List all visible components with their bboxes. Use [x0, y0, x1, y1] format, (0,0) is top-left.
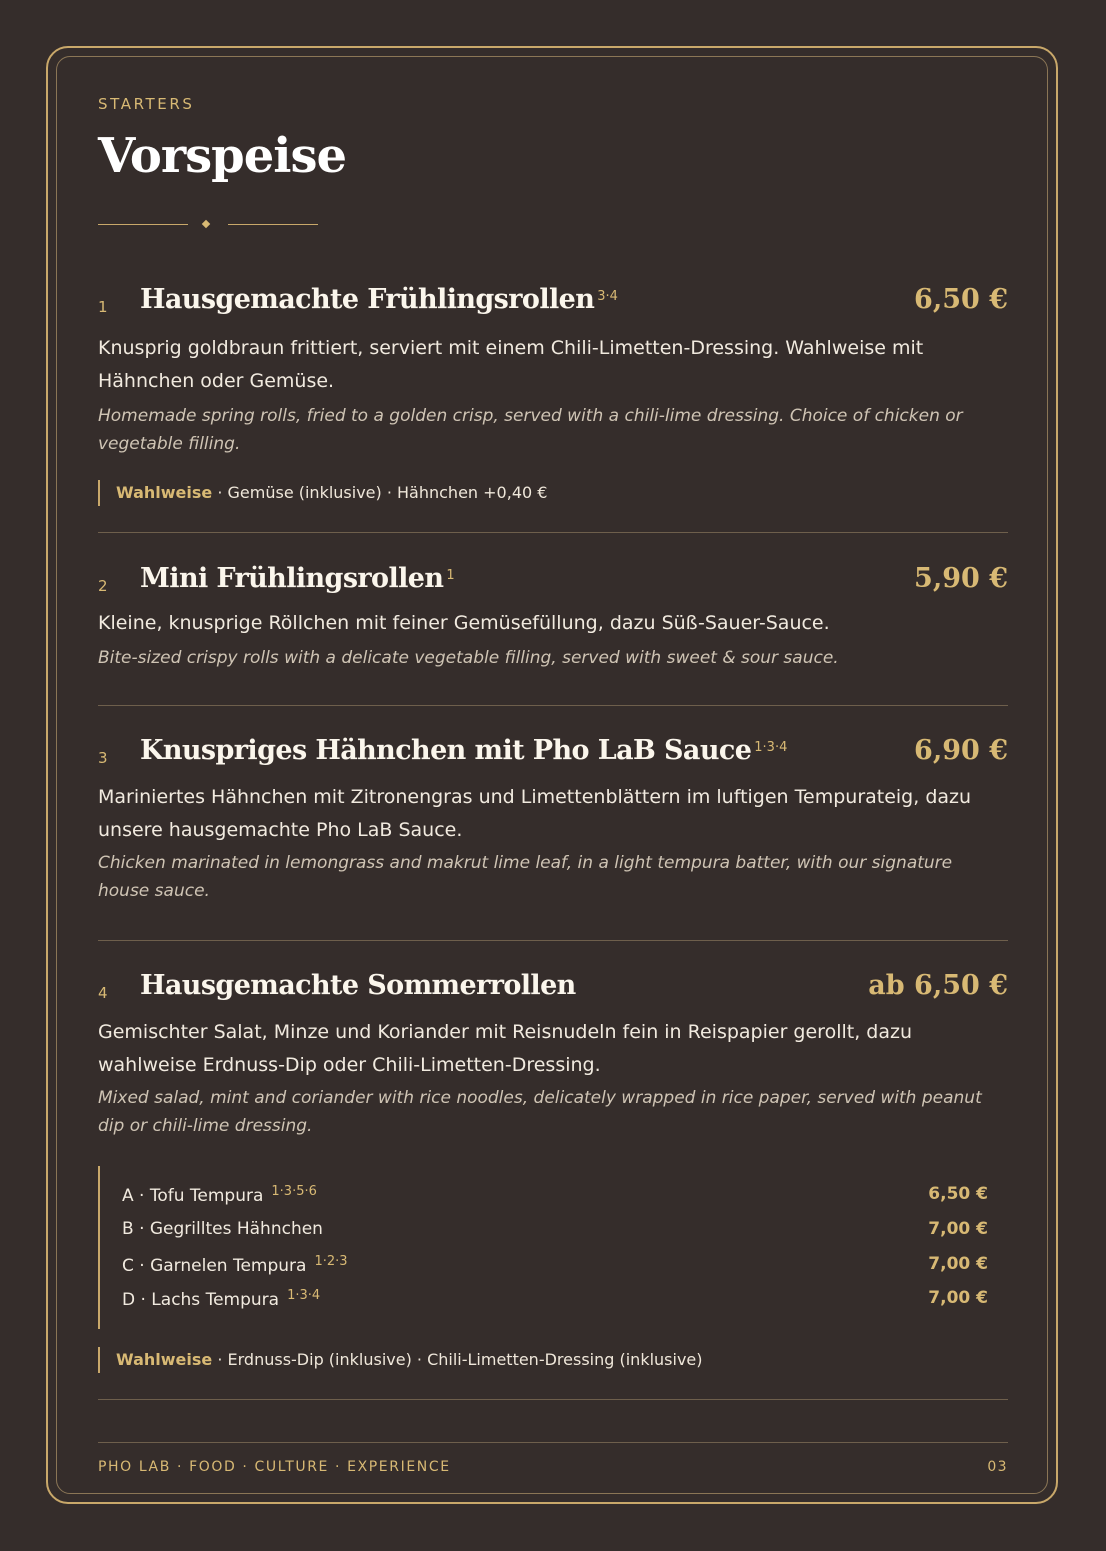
item-number: 3 — [98, 749, 108, 767]
item-description-de: Gemischter Salat, Minze und Koriander mit Reisnudeln fein in Reispapier gerollt, dazu wahlweise Erdnuss-Dip oder Chili-Limetten-Dressing. — [98, 1021, 913, 1076]
variant-name: C · Garnelen Tempura — [122, 1256, 307, 1276]
variant-price: 6,50 € — [928, 1184, 988, 1204]
item-price: ab 6,50 € — [868, 970, 1008, 1001]
item-divider — [98, 532, 1008, 533]
variant-row — [122, 1284, 988, 1314]
item-number: 2 — [98, 577, 108, 595]
menu-item — [98, 970, 1008, 1140]
variant-price: 7,00 € — [928, 1254, 988, 1274]
item-name: Hausgemachte Frühlingsrollen $^{3\cdot 4}$ — [140, 284, 618, 315]
allergen-codes: 3·4 — [597, 289, 618, 304]
variant-row — [122, 1180, 988, 1210]
menu-item — [98, 284, 1008, 458]
item-name: Knuspriges Hähnchen mit Pho LaB Sauce $^{1\cdot 3\cdot 4}$ — [140, 735, 788, 766]
menu-item — [98, 563, 1008, 672]
item-description-en: Mixed salad, mint and coriander with rice noodles, delicately wrapped in rice paper, served with peanut dip or chili-lime dressing. — [98, 1088, 982, 1136]
menu-item — [98, 735, 1008, 905]
option-label: Wahlweise — [116, 1350, 213, 1369]
item-price: 6,90 € — [914, 735, 1008, 766]
item-description-de: Mariniertes Hähnchen mit Zitronengras und Limettenblättern im luftigen Tempurateig, dazu unsere hausgemachte Pho LaB Sauce. — [98, 786, 972, 841]
allergen-codes: 1·2·3 — [314, 1254, 348, 1269]
option-text: · Gemüse (inklusive) · Hähnchen +0,40 € — [212, 483, 548, 502]
option-label: Wahlweise — [116, 483, 213, 502]
item-description-en: Homemade spring rolls, fried to a golden crisp, served with a chili-lime dressing. Choice of chicken or vegetable filling. — [98, 406, 963, 454]
item-divider — [98, 940, 1008, 941]
variant-row — [122, 1250, 988, 1280]
variant-row — [122, 1215, 988, 1245]
option-text: · Erdnuss-Dip (inklusive) · Chili-Limetten-Dressing (inklusive) — [212, 1350, 703, 1369]
allergen-codes: 1 — [446, 568, 455, 583]
footer-divider — [98, 1442, 1008, 1443]
item-price: 6,50 € — [914, 284, 1008, 315]
item-divider — [98, 705, 1008, 706]
item-name: Mini Frühlingsrollen $^1$ — [140, 563, 455, 594]
item-number: 1 — [98, 298, 108, 316]
allergen-codes: 1·3·5·6 — [271, 1184, 317, 1199]
title-ornament — [98, 218, 318, 232]
page-number: 03 — [987, 1459, 1008, 1475]
item-description-de: Kleine, knusprige Röllchen mit feiner Gemüsefüllung, dazu Süß-Sauer-Sauce. — [98, 612, 830, 634]
footer-tagline: PHO LAB · FOOD · CULTURE · EXPERIENCE — [98, 1459, 451, 1475]
item-description-de: Knusprig goldbraun frittiert, serviert mit einem Chili-Limetten-Dressing. Wahlweise mit Hähnchen oder Gemüse. — [98, 337, 924, 392]
item-name: Hausgemachte Sommerrollen — [140, 970, 576, 1001]
item-divider — [98, 1399, 1008, 1400]
item-price: 5,90 € — [914, 563, 1008, 594]
item-description-en: Chicken marinated in lemongrass and makrut lime leaf, in a light tempura batter, with our signature house sauce. — [98, 853, 953, 901]
allergen-codes: 1·3·4 — [287, 1288, 321, 1303]
section-title: Vorspeise — [98, 128, 347, 184]
variant-name: D · Lachs Tempura — [122, 1290, 280, 1310]
item-option — [98, 480, 547, 506]
allergen-codes: 1·3·4 — [754, 740, 788, 755]
diamond-icon — [202, 220, 210, 228]
item-option — [98, 1347, 703, 1373]
variant-price: 7,00 € — [928, 1288, 988, 1308]
variant-price: 7,00 € — [928, 1219, 988, 1239]
item-number: 4 — [98, 984, 108, 1002]
section-kicker: STARTERS — [98, 95, 195, 113]
variant-list — [98, 1166, 990, 1329]
variant-name: B · Gegrilltes Hähnchen — [122, 1219, 323, 1239]
variant-name: A · Tofu Tempura — [122, 1186, 264, 1206]
item-description-en: Bite-sized crispy rolls with a delicate vegetable filling, served with sweet & sour sauce. — [98, 648, 839, 668]
